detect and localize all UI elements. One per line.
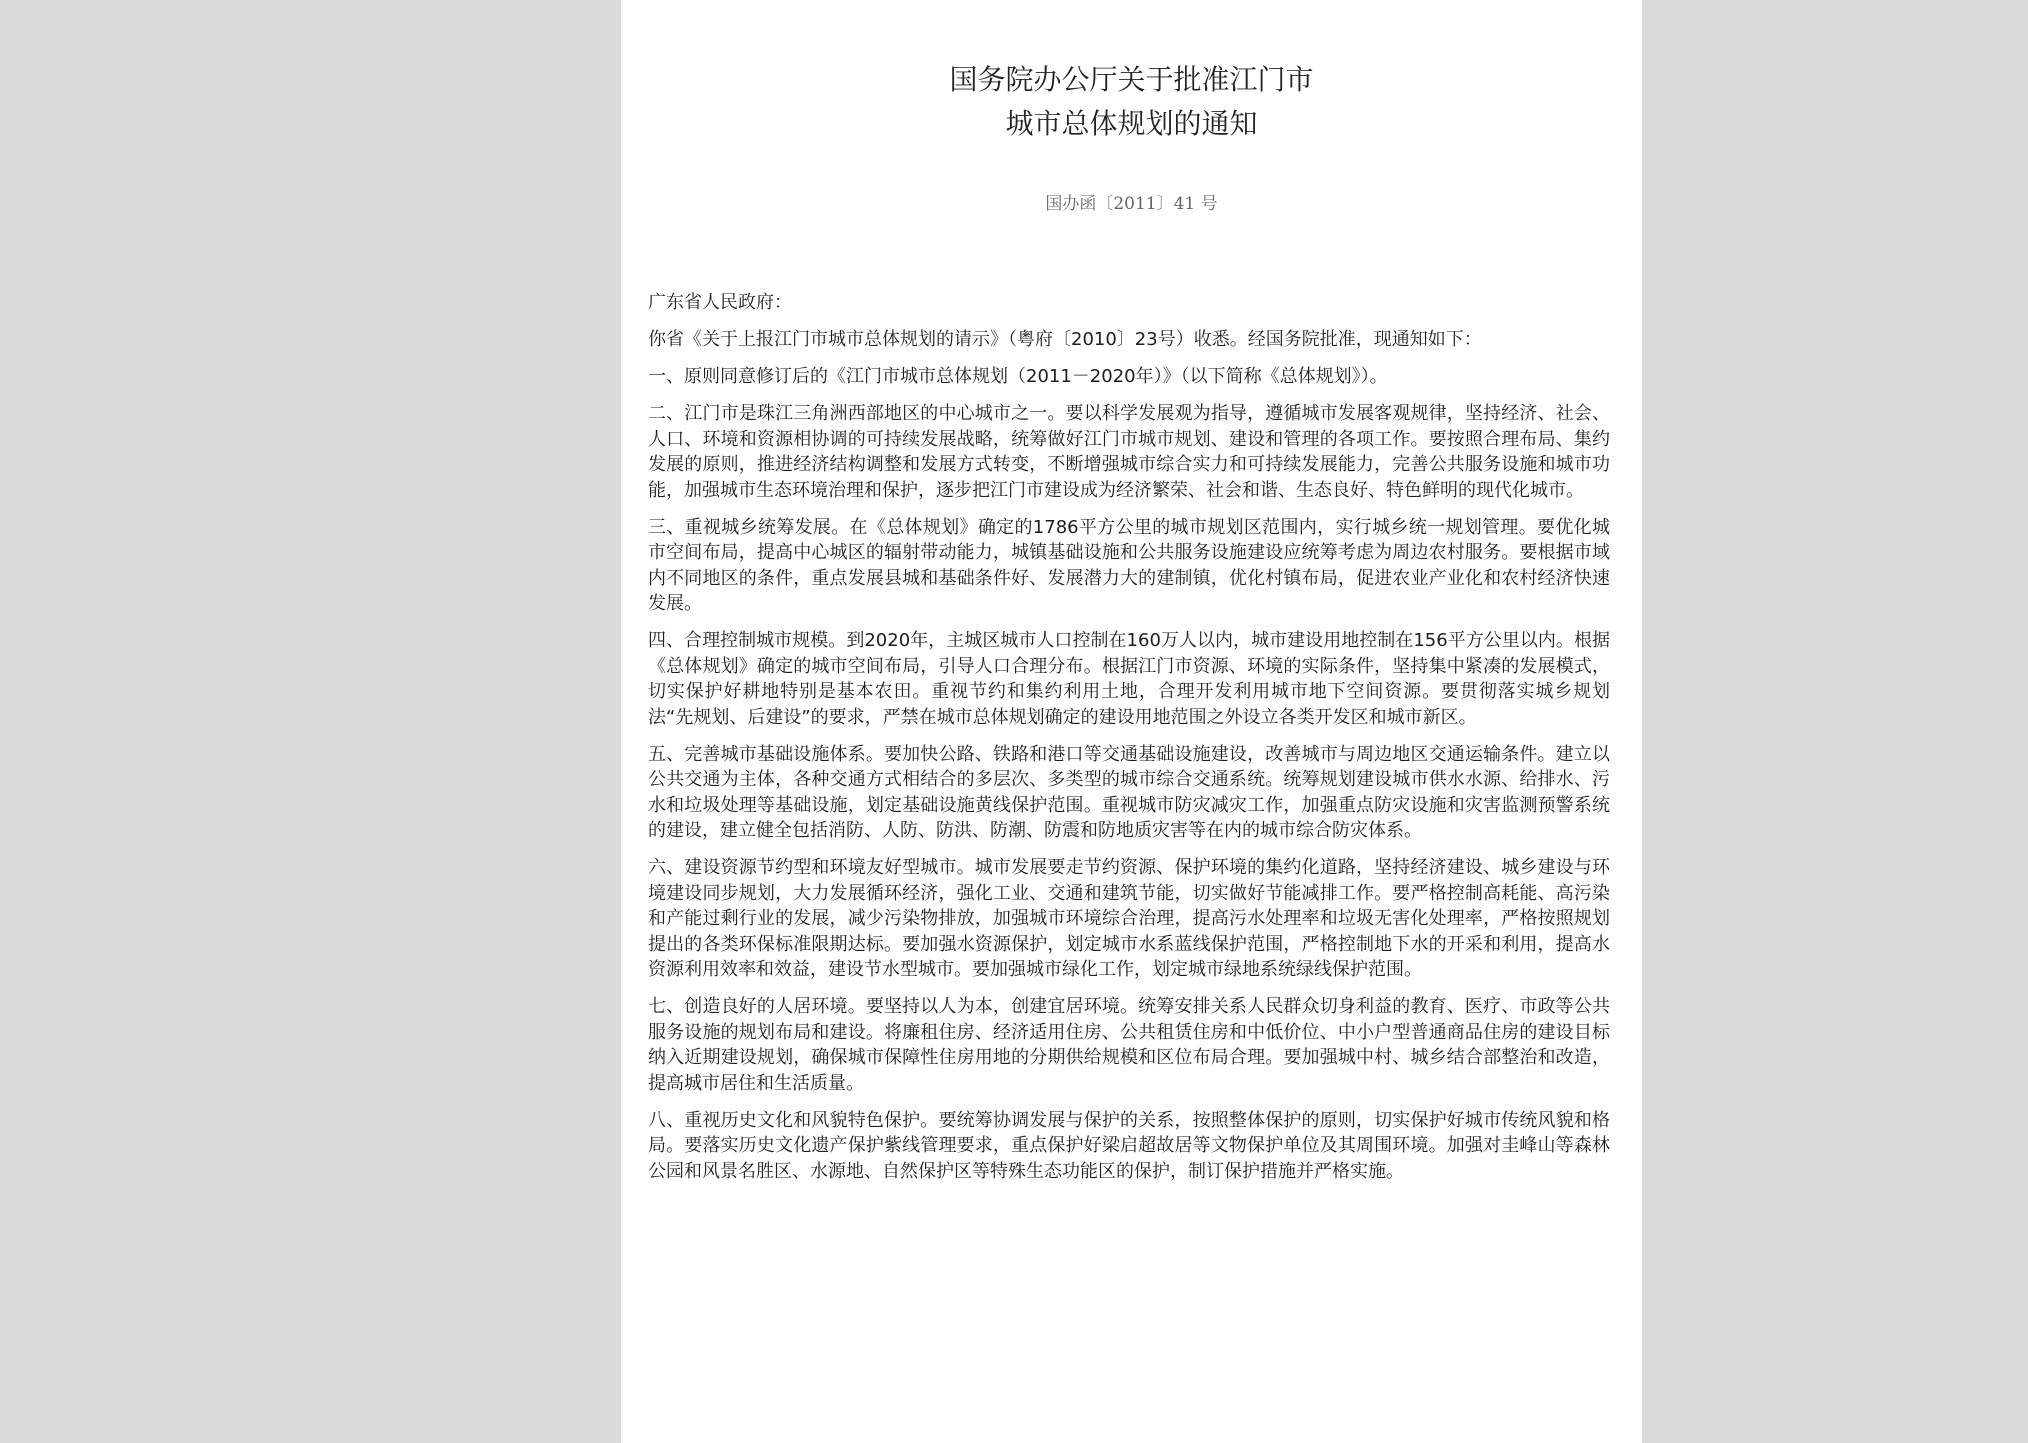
document-body <box>648 290 1610 1196</box>
document-number: 国办函〔2011〕41 号 <box>1045 194 1218 214</box>
paragraph-2: 二、江门市是珠江三角洲西部地区的中心城市之一。要以科学发展观为指导，遵循城市发展客观规律，坚持经济、社会、人口、环境和资源相协调的可持续发展战略，统筹做好江门市城市规划、建设和管理的各项工作。要按照合理布局、集约发展的原则，推进经济结构调整和发展方式转变，不断增强城市综合实力和可持续发展能力，完善公共服务设施和城市功能，加强城市生态环境治理和保护，逐步把江门市建设成为经济繁荣、社会和谐、生态良好、特色鲜明的现代化城市。 <box>648 403 1610 501</box>
document-title-line-1: 国务院办公厅关于批准江门市 <box>949 63 1314 96</box>
paragraph-3: 三、重视城乡统筹发展。在《总体规划》确定的1786平方公里的城市规划区范围内，实行城乡统一规划管理。要优化城市空间布局，提高中心城区的辐射带动能力，城镇基础设施和公共服务设施建设应统筹考虑为周边农村服务。要根据市域内不同地区的条件，重点发展县城和基础条件好、发展潜力大的建制镇，优化村镇布局，促进农业产业化和农村经济快速发展。 <box>648 516 1610 614</box>
paragraph-intro: 你省《关于上报江门市城市总体规划的请示》（粤府〔2010〕23号）收悉。经国务院批准，现通知如下： <box>648 329 1482 350</box>
paragraph-4: 四、合理控制城市规模。到2020年，主城区城市人口控制在160万人以内，城市建设用地控制在156平方公里以内。根据《总体规划》确定的城市空间布局，引导人口合理分布。根据江门市资源、环境的实际条件，坚持集中紧凑的发展模式，切实保护好耕地特别是基本农田。重视节约和集约利用土地，合理开发利用城市地下空间资源。要贯彻落实城乡规划法“先规划、后建设”的要求，严禁在城市总体规划确定的建设用地范围之外设立各类开发区和城市新区。 <box>648 630 1610 728</box>
paragraph-7: 七、创造良好的人居环境。要坚持以人为本，创建宜居环境。统筹安排关系人民群众切身利益的教育、医疗、市政等公共服务设施的规划布局和建设。将廉租住房、经济适用住房、公共租赁住房和中低价位、中小户型普通商品住房的建设目标纳入近期建设规划，确保城市保障性住房用地的分期供给规模和区位布局合理。要加强城中村、城乡结合部整治和改造，提高城市居住和生活质量。 <box>648 996 1610 1094</box>
document-page <box>621 0 1642 1443</box>
salutation: 广东省人民政府： <box>648 292 792 313</box>
paragraph-1: 一、原则同意修订后的《江门市城市总体规划（2011－2020年）》（以下简称《总体规划》）。 <box>648 366 1388 387</box>
paragraph-5: 五、完善城市基础设施体系。要加快公路、铁路和港口等交通基础设施建设，改善城市与周边地区交通运输条件。建立以公共交通为主体，各种交通方式相结合的多层次、多类型的城市综合交通系统。统筹规划建设城市供水水源、给排水、污水和垃圾处理等基础设施，划定基础设施黄线保护范围。重视城市防灾减灾工作，加强重点防灾设施和灾害监测预警系统的建设，建立健全包括消防、人防、防洪、防潮、防震和防地质灾害等在内的城市综合防灾体系。 <box>648 743 1610 841</box>
paragraph-6: 六、建设资源节约型和环境友好型城市。城市发展要走节约资源、保护环境的集约化道路，坚持经济建设、城乡建设与环境建设同步规划，大力发展循环经济，强化工业、交通和建筑节能，切实做好节能减排工作。要严格控制高耗能、高污染和产能过剩行业的发展，减少污染物排放，加强城市环境综合治理，提高污水处理率和垃圾无害化处理率，严格按照规划提出的各类环保标准限期达标。要加强水资源保护，划定城市水系蓝线保护范围，严格控制地下水的开采和利用，提高水资源利用效率和效益，建设节水型城市。要加强城市绿化工作，划定城市绿地系统绿线保护范围。 <box>648 857 1610 980</box>
document-title <box>621 58 1642 146</box>
document-title-line-2: 城市总体规划的通知 <box>1005 107 1258 140</box>
paragraph-8: 八、重视历史文化和风貌特色保护。要统筹协调发展与保护的关系，按照整体保护的原则，切实保护好城市传统风貌和格局。要落实历史文化遗产保护紫线管理要求，重点保护好梁启超故居等文物保护单位及其周围环境。加强对圭峰山等森林公园和风景名胜区、水源地、自然保护区等特殊生态功能区的保护，制订保护措施并严格实施。 <box>648 1109 1610 1182</box>
